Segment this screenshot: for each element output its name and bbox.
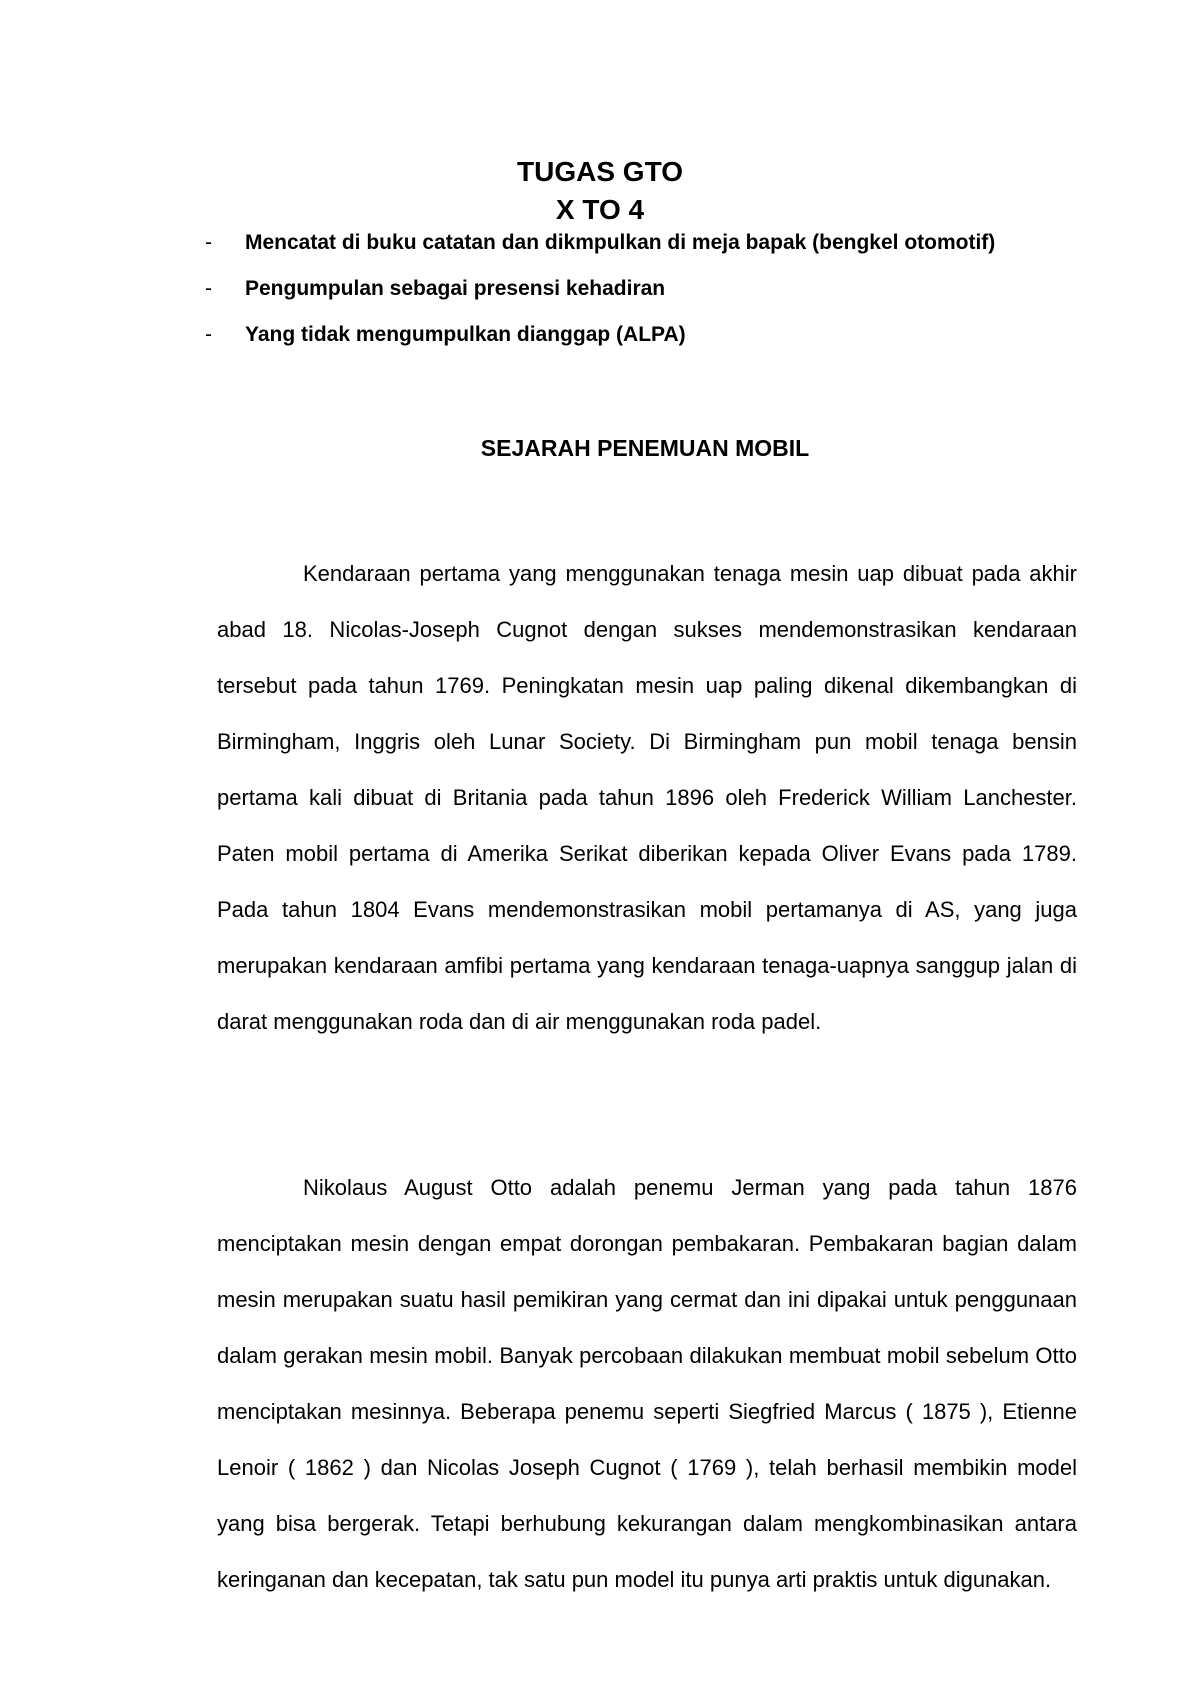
- instruction-text: Mencatat di buku catatan dan dikmpulkan di meja bapak (bengkel otomotif): [245, 231, 996, 254]
- instruction-text: Yang tidak mengumpulkan dianggap (ALPA): [245, 323, 686, 346]
- bullet-dash: -: [205, 323, 212, 346]
- bullet-dash: -: [205, 277, 212, 300]
- document-title: TUGAS GTO: [517, 156, 683, 187]
- section-heading: SEJARAH PENEMUAN MOBIL: [480, 435, 810, 461]
- instruction-list: [205, 228, 1035, 366]
- body-paragraph: Kendaraan pertama yang menggunakan tenaga mesin uap dibuat pada akhir abad 18. Nicolas-Joseph Cugnot dengan sukses mendemonstrasikan kendaraan tersebut pada tahun 1769. Peningkatan mesin uap paling dikenal dikembangkan di Birmingham, Inggris oleh Lunar Society. Di Birmingham pun mobil tenaga bensin pertama kali dibuat di Britania pada tahun 1896 oleh Frederick William Lanchester. Paten mobil pertama di Amerika Serikat diberikan kepada Oliver Evans pada 1789. Pada tahun 1804 Evans mendemonstrasikan mobil pertamanya di AS, yang juga merupakan kendaraan amfibi pertama yang kendaraan tenaga-uapnya sanggup jalan di darat menggunakan roda dan di air menggunakan roda padel.: [217, 561, 1077, 1034]
- instruction-item: [205, 228, 1035, 257]
- instruction-item: [205, 274, 1035, 303]
- document-class-label: X TO 4: [555, 194, 645, 225]
- instruction-text: Pengumpulan sebagai presensi kehadiran: [245, 277, 666, 300]
- bullet-dash: -: [205, 231, 212, 254]
- body-paragraph: Nikolaus August Otto adalah penemu Jerman yang pada tahun 1876 menciptakan mesin dengan empat dorongan pembakaran. Pembakaran bagian dalam mesin merupakan suatu hasil pemikiran yang cermat dan ini dipakai untuk penggunaan dalam gerakan mesin mobil. Banyak percobaan dilakukan membuat mobil sebelum Otto menciptakan mesinnya. Beberapa penemu seperti Siegfried Marcus ( 1875 ), Etienne Lenoir ( 1862 ) dan Nicolas Joseph Cugnot ( 1769 ), telah berhasil membikin model yang bisa bergerak. Tetapi berhubung kekurangan dalam mengkombinasikan antara keringanan dan kecepatan, tak satu pun model itu punya arti praktis untuk digunakan.: [217, 1175, 1077, 1592]
- instruction-item: [205, 320, 1035, 349]
